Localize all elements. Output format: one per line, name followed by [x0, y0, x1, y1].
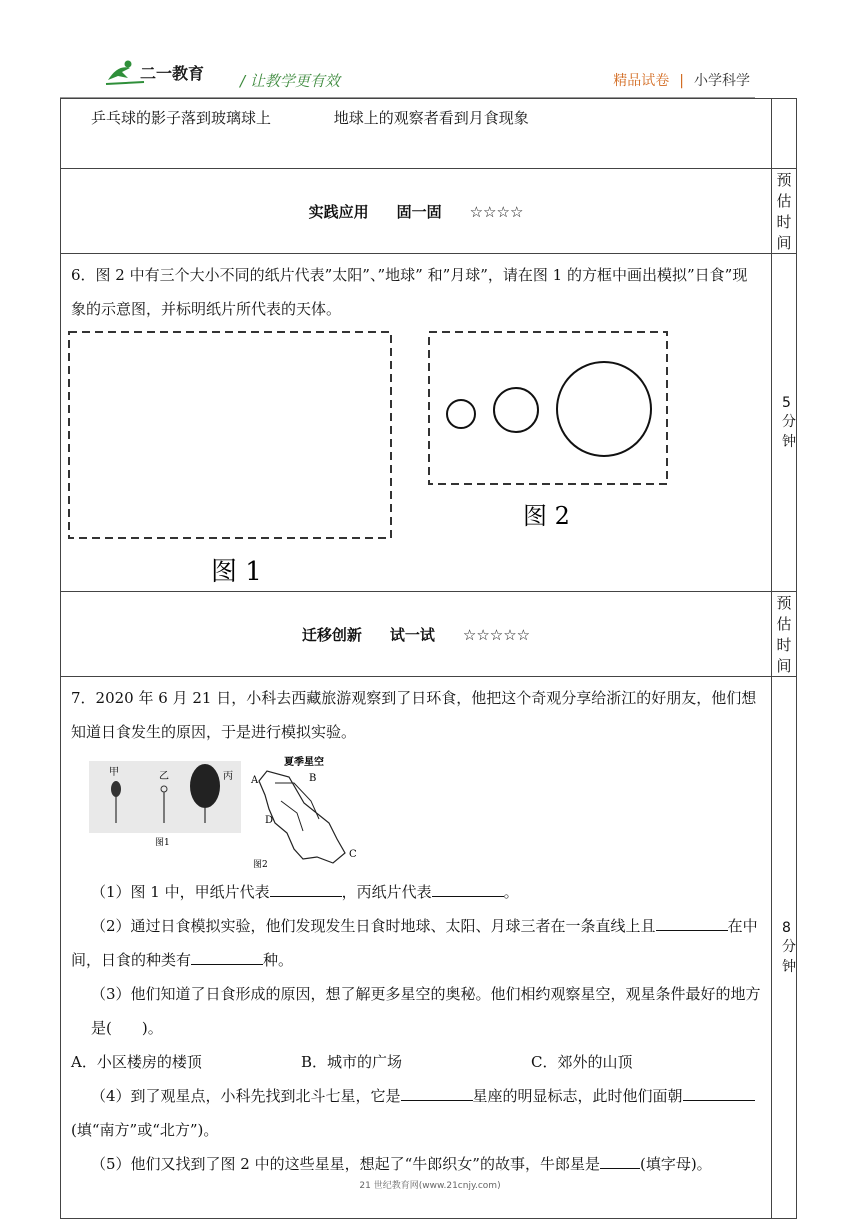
small-disc: [447, 400, 475, 428]
section-title: 迁移创新: [301, 625, 362, 644]
section-title: 实践应用: [308, 202, 369, 221]
logo-icon: [104, 58, 224, 88]
question-6-cell: [61, 254, 772, 592]
time-5-min: 5 分钟: [772, 254, 797, 592]
tag-separator: |: [679, 73, 684, 89]
question-7-part-3: （3）他们知道了日食形成的原因，想了解更多星空的奥秘。他们相约观察星空，观星条件最好的地方是( )。: [91, 985, 761, 1037]
paper-bing: [190, 764, 220, 808]
label-jia: 甲: [109, 767, 119, 778]
question-6-text: 6．图 2 中有三个大小不同的纸片代表”太阳”、”地球” 和”月球”，请在图 1 的方框中画出模拟”日食”现象的示意图，并标明纸片所代表的天体。: [71, 266, 748, 318]
figure-1-caption: 图1: [155, 838, 170, 848]
option-c[interactable]: C．郊外的山顶: [531, 1053, 633, 1071]
answer-blank[interactable]: [401, 1084, 473, 1101]
top-row-right: 地球上的观察者看到月食现象: [333, 109, 529, 127]
table-row: [61, 99, 797, 169]
tag-quality: 精品试卷: [613, 73, 670, 89]
question-7-part-4: （4）到了观星点，小科先找到北斗七星，它是 星座的明显标志，此时他们面朝(填“南方”或“北方”)。: [61, 1079, 771, 1147]
label-bing: 丙: [223, 771, 233, 782]
table-row: [61, 169, 797, 254]
option-a[interactable]: A．小区楼房的楼顶: [71, 1053, 202, 1071]
question-7-cell: [61, 677, 772, 1219]
question-7-options: [61, 1045, 771, 1079]
question-7-part-5: （5）他们又找到了图 2 中的这些星星，想起了“牛郎织女”的故事，牛郎星是 (填字母)。: [61, 1147, 771, 1181]
label-yi: 乙: [159, 771, 169, 782]
estimate-label: 预估时间: [772, 169, 797, 254]
page-header: [0, 0, 860, 96]
point-d: D: [265, 815, 274, 826]
section-sub: 固一固: [396, 202, 442, 221]
answer-blank[interactable]: [656, 914, 728, 931]
top-row-left: 乒乓球的影子落到玻璃球上: [91, 109, 272, 127]
section-sub: 试一试: [389, 625, 435, 644]
section-stars: ☆☆☆☆: [469, 202, 524, 221]
section-header-innovation: [61, 592, 772, 677]
tag-subject: 小学科学: [694, 73, 750, 89]
question-7-figures: [89, 753, 419, 871]
section-stars: ☆☆☆☆☆: [462, 625, 531, 644]
page-footer: 21 世纪教育网(www.21cnjy.com): [359, 1181, 501, 1191]
point-c: C: [349, 849, 357, 860]
medium-disc: [494, 388, 538, 432]
question-7-part-1: （1）图 1 中，甲纸片代表 ，丙纸片代表 。: [61, 875, 771, 909]
figure-1-caption: 图 1: [211, 557, 262, 587]
question-6-figure: [61, 326, 668, 588]
table-row: [61, 592, 797, 677]
large-disc: [557, 362, 651, 456]
figure-1-box: [69, 332, 391, 538]
header-tag: [613, 70, 750, 90]
question-7-intro: 7．2020 年 6 月 21 日，小科去西藏旅游观察到了日环食，他把这个奇观分享给浙江的好朋友，他们想知道日食发生的原因，于是进行模拟实验。: [71, 689, 757, 741]
answer-blank[interactable]: [191, 948, 263, 965]
figure-2-caption: 图2: [253, 860, 268, 870]
answer-blank[interactable]: [432, 880, 504, 897]
figure-2-title: 夏季星空: [284, 757, 324, 768]
estimate-label: 预估时间: [772, 592, 797, 677]
top-row-cell: [61, 99, 772, 169]
figure-2-caption: 图 2: [523, 502, 570, 530]
answer-blank[interactable]: [683, 1084, 755, 1101]
option-b[interactable]: B．城市的广场: [301, 1053, 403, 1071]
point-b: B: [309, 773, 317, 784]
table-row: [61, 254, 797, 592]
top-row-time: [772, 99, 797, 169]
worksheet-table: [60, 98, 797, 1219]
table-row: [61, 677, 797, 1219]
answer-blank[interactable]: [270, 880, 342, 897]
answer-blank[interactable]: [600, 1152, 640, 1169]
paper-jia: [111, 781, 121, 797]
section-header-practice: [61, 169, 772, 254]
figure-2-box: [429, 332, 667, 484]
time-8-min: 8 分钟: [772, 677, 797, 1219]
top-row-text: [61, 99, 771, 128]
logo-text: 二一教育: [140, 64, 205, 83]
slogan: / 让教学更有效: [240, 72, 340, 90]
question-7-part-2: （2）通过日食模拟实验，他们发现发生日食时地球、太阳、月球三者在一条直线上且 在中间，日食的种类有 种。: [61, 909, 771, 977]
point-a: A: [251, 775, 259, 786]
